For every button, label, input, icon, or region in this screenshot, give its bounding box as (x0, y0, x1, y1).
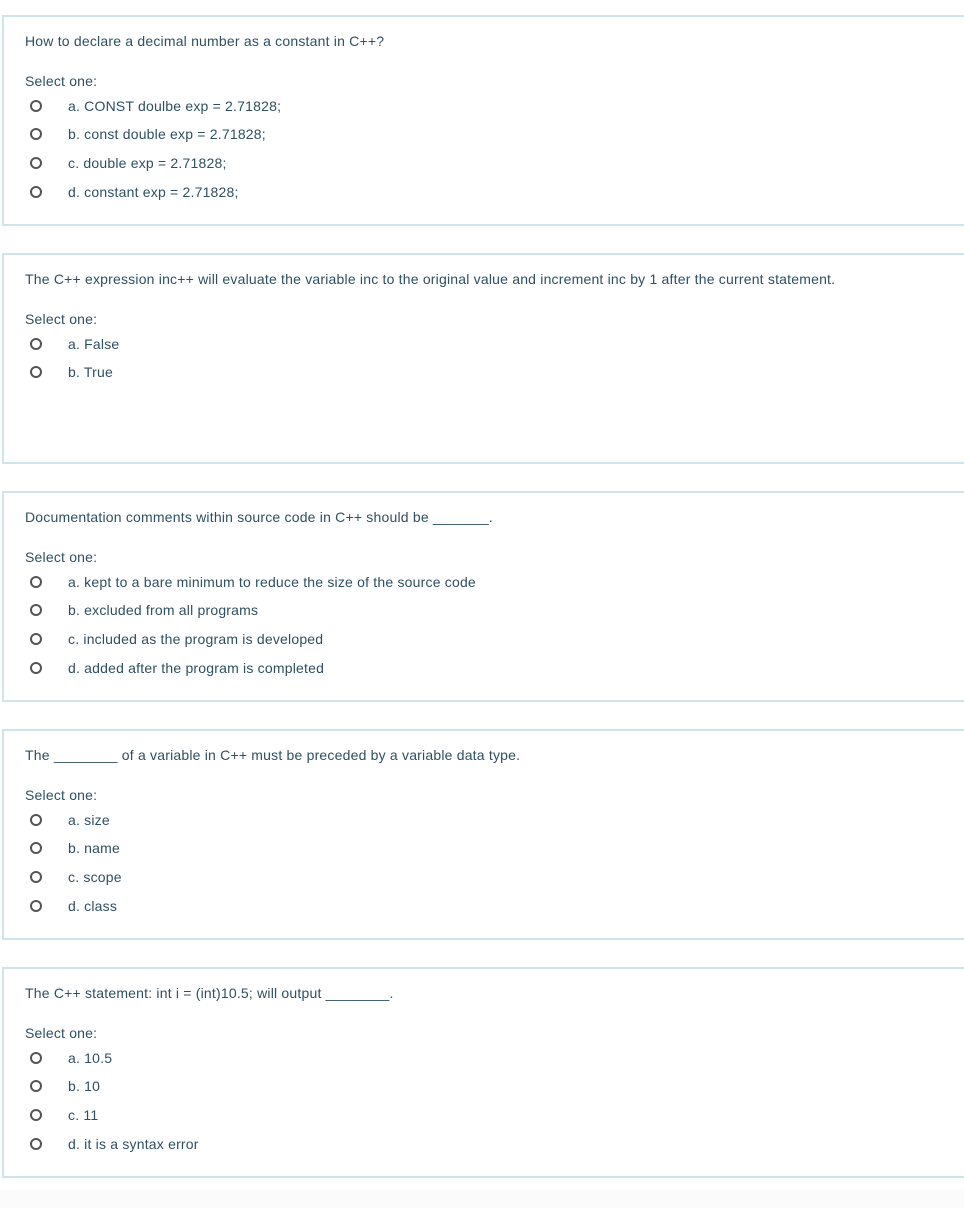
radio-button[interactable] (30, 576, 42, 588)
select-one-prompt: Select one: (25, 787, 98, 803)
answer-option[interactable] (30, 658, 324, 678)
answer-option-label[interactable]: d. it is a syntax error (68, 1136, 199, 1152)
answer-option[interactable] (30, 96, 281, 116)
question-card (2, 15, 964, 226)
radio-button[interactable] (30, 1080, 42, 1092)
answer-option-label[interactable]: a. 10.5 (68, 1050, 113, 1066)
radio-button[interactable] (30, 842, 42, 854)
answer-option-label[interactable]: a. CONST doulbe exp = 2.71828; (68, 98, 282, 114)
answer-option[interactable] (30, 629, 323, 649)
question-card (2, 729, 964, 940)
answer-option-label[interactable]: d. constant exp = 2.71828; (68, 184, 239, 200)
answer-option[interactable] (30, 1076, 100, 1096)
radio-button[interactable] (30, 871, 42, 883)
answer-option[interactable] (30, 362, 113, 382)
answer-option-label[interactable]: c. included as the program is developed (68, 631, 324, 647)
question-card (2, 491, 964, 702)
answer-option[interactable] (30, 334, 119, 354)
question-text: The C++ expression inc++ will evaluate the variable inc to the original value and increment inc by 1 after the current statement. (25, 271, 836, 287)
radio-button[interactable] (30, 100, 42, 112)
radio-button[interactable] (30, 814, 42, 826)
answer-option[interactable] (30, 896, 117, 916)
radio-button[interactable] (30, 1109, 42, 1121)
answer-option[interactable] (30, 600, 258, 620)
answer-option-label[interactable]: a. kept to a bare minimum to reduce the size of the source code (68, 574, 476, 590)
answer-option-label[interactable]: b. True (68, 364, 113, 380)
page-bottom-strip (0, 1190, 964, 1208)
radio-button[interactable] (30, 633, 42, 645)
answer-option[interactable] (30, 867, 122, 887)
question-card (2, 967, 964, 1178)
answer-option[interactable] (30, 153, 227, 173)
answer-option-label[interactable]: b. excluded from all programs (68, 602, 259, 618)
question-text: Documentation comments within source code in C++ should be _______. (25, 509, 493, 525)
radio-button[interactable] (30, 366, 42, 378)
radio-button[interactable] (30, 128, 42, 140)
answer-option-label[interactable]: c. 11 (68, 1107, 99, 1123)
radio-button[interactable] (30, 604, 42, 616)
select-one-prompt: Select one: (25, 549, 98, 565)
answer-option-label[interactable]: a. False (68, 336, 120, 352)
answer-option[interactable] (30, 1134, 199, 1154)
answer-option[interactable] (30, 182, 239, 202)
answer-option-label[interactable]: a. size (68, 812, 110, 828)
answer-option-label[interactable]: c. double exp = 2.71828; (68, 155, 227, 171)
select-one-prompt: Select one: (25, 1025, 98, 1041)
answer-option[interactable] (30, 1105, 98, 1125)
answer-option[interactable] (30, 572, 476, 592)
answer-option-label[interactable]: b. 10 (68, 1078, 101, 1094)
question-card (2, 253, 964, 464)
radio-button[interactable] (30, 157, 42, 169)
radio-button[interactable] (30, 338, 42, 350)
radio-button[interactable] (30, 186, 42, 198)
radio-button[interactable] (30, 1052, 42, 1064)
answer-option[interactable] (30, 124, 266, 144)
radio-button[interactable] (30, 1138, 42, 1150)
answer-option[interactable] (30, 838, 120, 858)
select-one-prompt: Select one: (25, 73, 98, 89)
question-text: The C++ statement: int i = (int)10.5; will output ________. (25, 985, 394, 1001)
answer-option[interactable] (30, 1048, 112, 1068)
answer-option-label[interactable]: d. class (68, 898, 118, 914)
question-text: The ________ of a variable in C++ must be preceded by a variable data type. (25, 747, 521, 763)
question-text: How to declare a decimal number as a constant in C++? (25, 33, 385, 49)
radio-button[interactable] (30, 662, 42, 674)
answer-option-label[interactable]: b. name (68, 840, 120, 856)
answer-option-label[interactable]: c. scope (68, 869, 122, 885)
select-one-prompt: Select one: (25, 311, 98, 327)
answer-option-label[interactable]: b. const double exp = 2.71828; (68, 126, 266, 142)
radio-button[interactable] (30, 900, 42, 912)
answer-option-label[interactable]: d. added after the program is completed (68, 660, 325, 676)
answer-option[interactable] (30, 810, 110, 830)
